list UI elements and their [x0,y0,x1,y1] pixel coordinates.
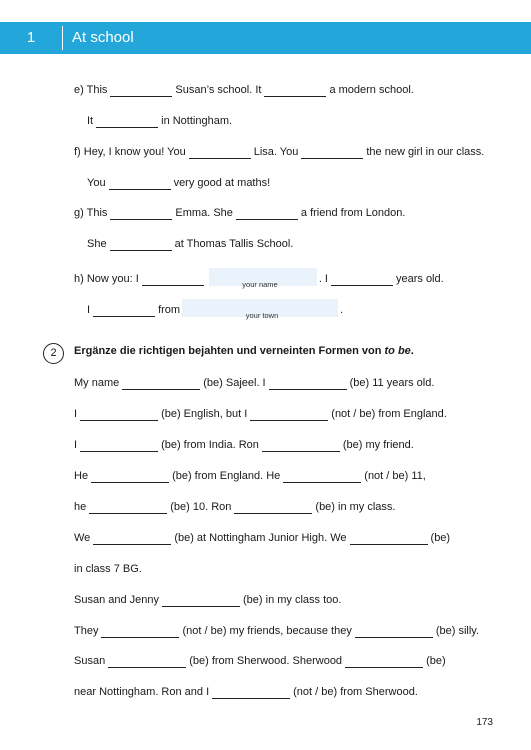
blank-field[interactable] [269,377,347,390]
blank-field[interactable] [91,470,169,483]
blank-field[interactable] [109,177,171,190]
exercise-instruction: Ergänze die richtigen bejahten und verneinten Formen von to be. [74,345,414,357]
blank-field[interactable] [93,532,171,545]
your-name-label: your name [242,280,278,289]
line-f1: f) Hey, I know you! You Lisa. You the new girl in our class. [74,146,485,158]
blank-field[interactable] [162,594,240,607]
page-number: 173 [476,717,493,728]
blank-field[interactable] [355,625,433,638]
your-town-label: your town [245,311,279,320]
blank-field[interactable] [283,470,361,483]
line-r6: We (be) at Nottingham Junior High. We (be) [74,532,451,544]
blank-field[interactable] [301,146,363,159]
chapter-title: At school [72,29,134,46]
blank-field[interactable] [110,238,172,251]
line-f2: You very good at maths! [87,177,271,189]
line-r8: Susan and Jenny (be) in my class too. [74,594,342,606]
line-r3: I (be) from India. Ron (be) my friend. [74,439,414,451]
line-r4: He (be) from England. He (not / be) 11, [74,470,426,482]
blank-field[interactable] [212,686,290,699]
blank-field[interactable] [96,115,158,128]
blank-field[interactable] [93,304,155,317]
blank-field[interactable] [350,532,428,545]
exercise-number: 2 [43,343,64,364]
blank-field[interactable] [89,501,167,514]
blank-field[interactable] [345,655,423,668]
blank-field[interactable] [264,84,326,97]
line-r5: he (be) 10. Ron (be) in my class. [74,501,396,513]
blank-field[interactable] [331,273,393,286]
line-r10: Susan (be) from Sherwood. Sherwood (be) [74,655,446,667]
blank-field[interactable] [250,408,328,421]
blank-field[interactable] [142,273,204,286]
blank-field[interactable] [80,408,158,421]
line-r1: My name (be) Sajeel. I (be) 11 years old. [74,377,435,389]
line-r7: in class 7 BG. [74,563,142,575]
blank-field[interactable] [234,501,312,514]
line-e1: e) This Susan’s school. It a modern school. [74,84,414,96]
line-r11: near Nottingham. Ron and I (not / be) from Sherwood. [74,686,418,698]
blank-field[interactable] [110,207,172,220]
blank-field[interactable] [101,625,179,638]
chapter-header [0,22,531,54]
blank-field[interactable] [80,439,158,452]
blank-field[interactable] [122,377,200,390]
blank-field[interactable] [110,84,172,97]
header-divider [62,26,63,50]
line-r2: I (be) English, but I (not / be) from England. [74,408,447,420]
line-h1: h) Now you: I . I years old. [74,268,444,286]
line-r9: They (not / be) my friends, because they (be) silly. [74,625,480,637]
blank-field[interactable] [236,207,298,220]
line-e2: It in Nottingham. [87,115,233,127]
chapter-number: 1 [26,29,36,46]
line-h2: I from . [87,299,343,317]
blank-field[interactable] [108,655,186,668]
blank-field[interactable] [262,439,340,452]
line-g2: She at Thomas Tallis School. [87,238,294,250]
line-g1: g) This Emma. She a friend from London. [74,207,406,219]
blank-field[interactable] [189,146,251,159]
